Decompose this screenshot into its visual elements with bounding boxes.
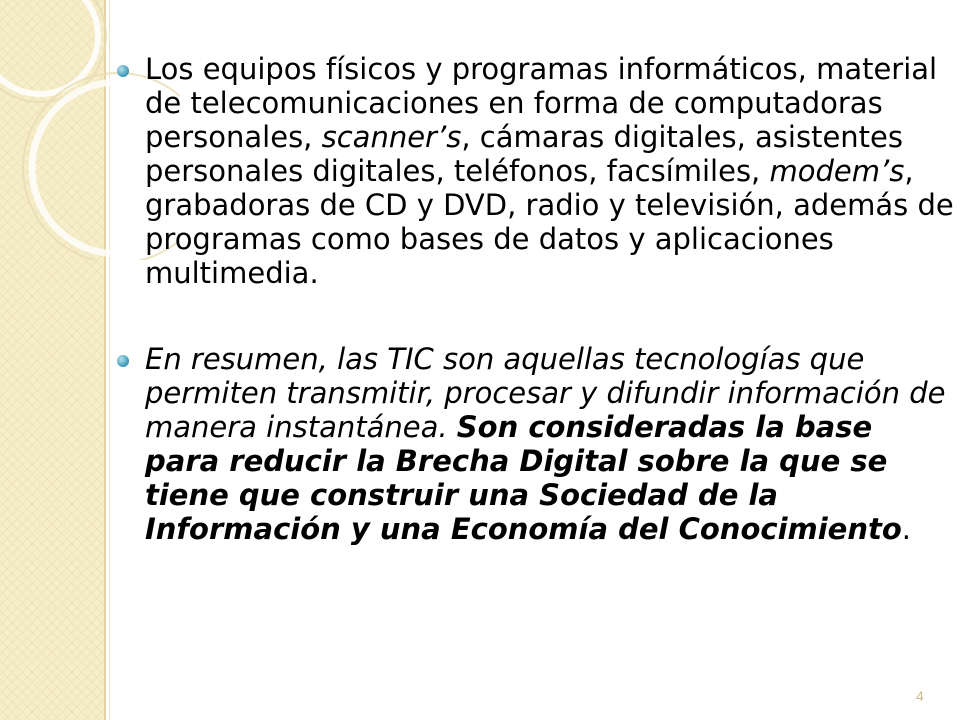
slide-number: 4 xyxy=(916,688,924,704)
text-segment-italic: En resumen, las TIC son aquellas tecnologías que permiten transmitir, procesar y difundir información de manera instantánea. xyxy=(145,342,946,444)
bullet-item-equipos xyxy=(117,52,955,290)
text-segment-normal: . xyxy=(901,512,911,546)
bullet-icon xyxy=(117,355,129,367)
text-segment-bold-italic: Son consideradas la base para reducir la Brecha Digital sobre la que se tiene que construir una Sociedad de la Información y una Economía del Conocimiento xyxy=(145,410,902,546)
bullet-item-resumen xyxy=(117,342,955,546)
bullet-text xyxy=(145,52,954,290)
text-segment-italic: modem’s xyxy=(769,154,905,188)
bullet-text xyxy=(145,342,946,546)
bullet-icon xyxy=(117,65,129,77)
text-segment-italic: scanner’s xyxy=(321,120,462,154)
slide-content xyxy=(117,52,955,546)
text-segment-normal: , grabadoras de CD y DVD, radio y televisión, además de programas como bases de datos y aplicaciones multimedia. xyxy=(145,154,954,290)
text-segment-normal: , cámaras digitales, asistentes personales digitales, teléfonos, facsímiles, xyxy=(145,120,903,188)
text-segment-normal: Los equipos físicos y programas informáticos, material de telecomunicaciones en forma de computadoras personales, xyxy=(145,52,938,154)
